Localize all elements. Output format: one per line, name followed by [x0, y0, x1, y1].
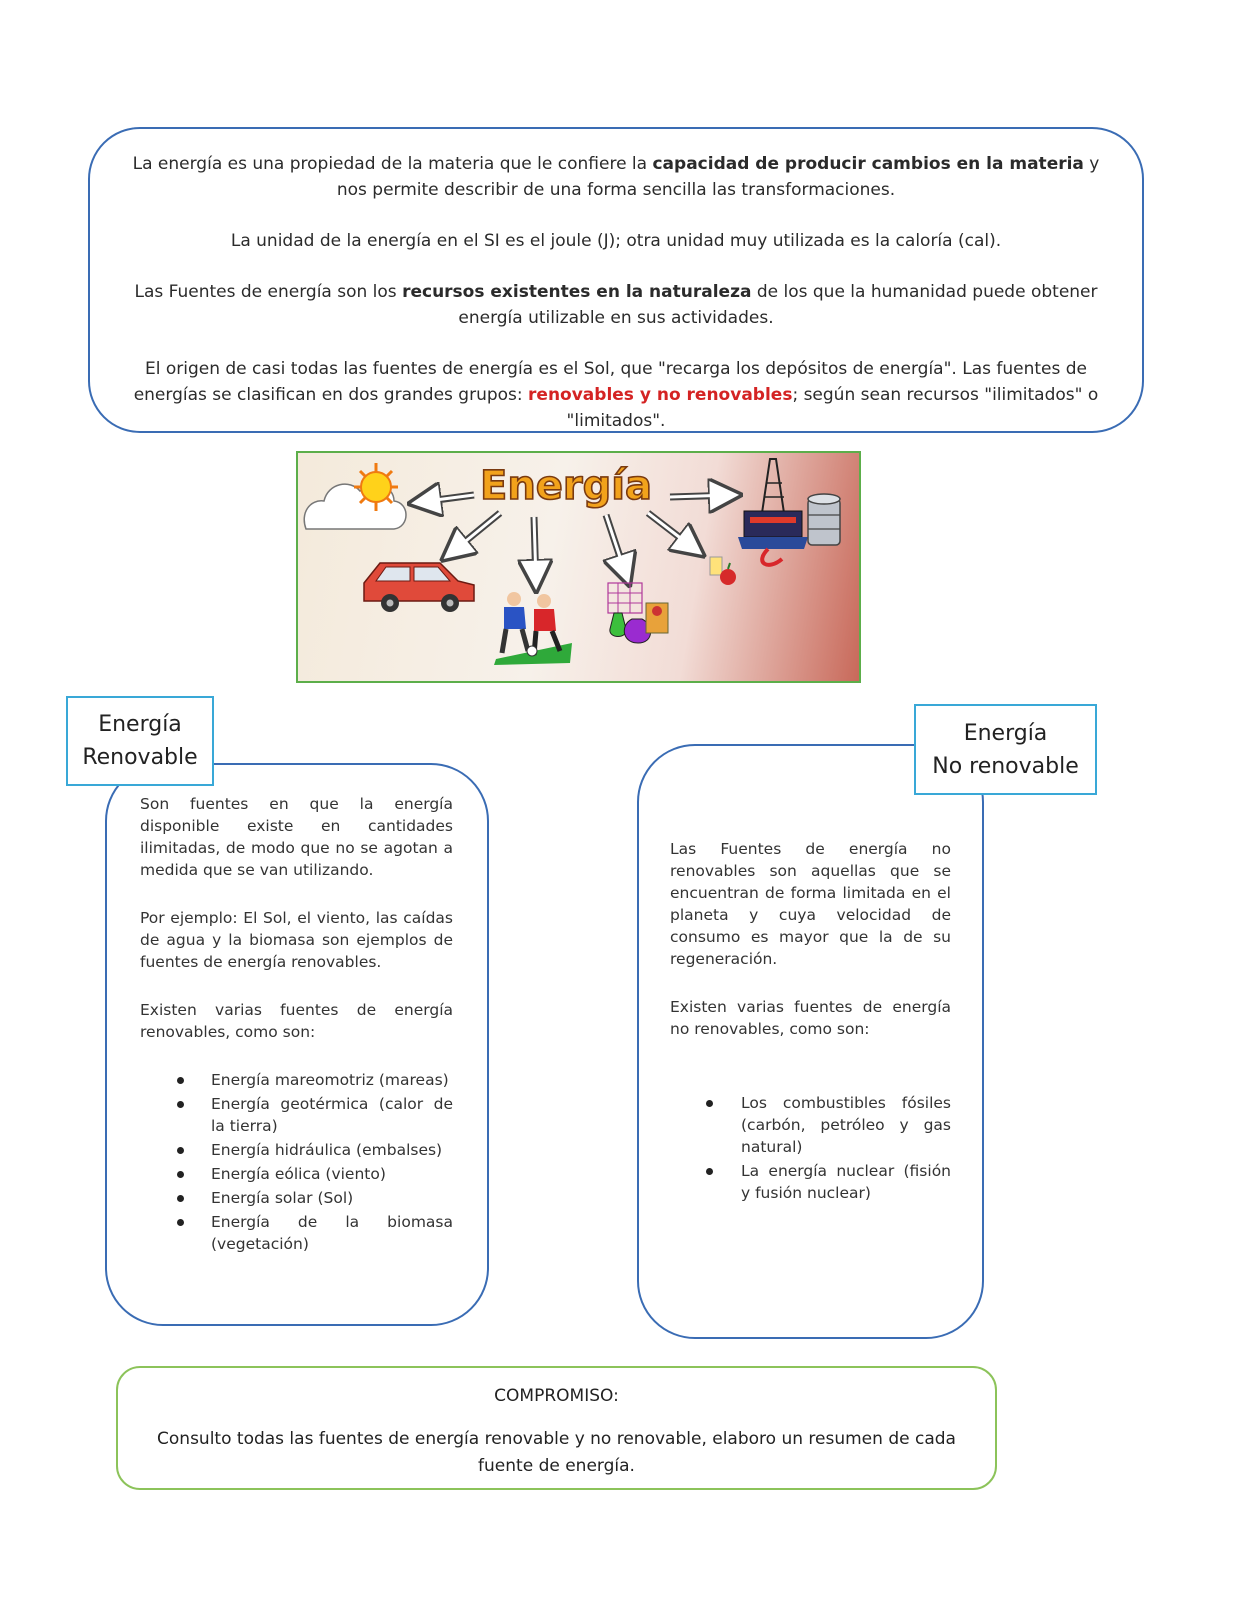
- oil-barrel-icon: [808, 494, 840, 545]
- label-energia-renovable: [66, 696, 214, 786]
- oil-rig-icon: [738, 459, 808, 565]
- renewable-definition: Son fuentes en que la energía disponible existe en cantidades ilimitadas, de modo que no se agotan a medida que se van utilizando.: [140, 795, 453, 879]
- energy-illustration: [296, 451, 861, 683]
- list-item: Energía geotérmica (calor de la tierra): [140, 1093, 453, 1137]
- commitment-box: [116, 1366, 997, 1490]
- list-item: Energía de la biomasa (vegetación): [140, 1211, 453, 1255]
- intro-paragraph-unit: La unidad de la energía en el SI es el joule (J); otra unidad muy utilizada es la caloría (cal).: [230, 231, 1002, 251]
- intro-bold-resources: recursos existentes en la naturaleza: [402, 282, 752, 302]
- renewable-intro-list: Existen varias fuentes de energía renovables, como son:: [140, 1001, 453, 1041]
- intro-bold-capacity: capacidad de producir cambios en la materia: [652, 154, 1084, 174]
- non-renewable-card: [637, 744, 984, 1339]
- list-item: Los combustibles fósiles (carbón, petróleo y gas natural): [670, 1092, 951, 1158]
- commitment-text: Consulto todas las fuentes de energía renovable y no renovable, elaboro un resumen de cada fuente de energía.: [157, 1429, 956, 1476]
- list-item: La energía nuclear (fisión y fusión nuclear): [670, 1160, 951, 1204]
- label-renovable-line1: Energía: [98, 712, 182, 737]
- intro-box: [88, 127, 1144, 433]
- label-energia-no-renovable: [914, 704, 1097, 795]
- energia-title-icon: [480, 463, 652, 509]
- renewable-card: [105, 763, 489, 1326]
- energy-illustration-svg: [298, 453, 859, 681]
- renewable-examples: Por ejemplo: El Sol, el viento, las caídas de agua y la biomasa son ejemplos de fuentes de energía renovables.: [140, 909, 453, 971]
- apple-icon: [710, 557, 736, 585]
- renewable-list: [140, 1069, 453, 1255]
- non-renewable-list: [670, 1092, 951, 1204]
- intro-paragraph-sources: Las Fuentes de energía son los recursos existentes en la naturaleza de los que la humanidad puede obtener energía utilizable en sus actividades.: [134, 282, 1098, 328]
- list-item: Energía mareomotriz (mareas): [140, 1069, 453, 1091]
- list-item: Energía solar (Sol): [140, 1187, 453, 1209]
- intro-paragraph-origin: El origen de casi todas las fuentes de energía es el Sol, que "recarga los depósitos de energía". Las fuentes de energías se clasifican en dos grandes grupos: renovables y no renovables; según sean recursos "ilimitados" o "limitados".: [133, 359, 1099, 431]
- intro-paragraph-definition: La energía es una propiedad de la materia que le confiere la capacidad de producir cambios en la materia y nos permite describir de una forma sencilla las transformaciones.: [132, 154, 1100, 200]
- list-item: Energía hidráulica (embalses): [140, 1139, 453, 1161]
- car-icon: [364, 563, 474, 612]
- lab-flasks-icon: [608, 583, 668, 643]
- list-item: Energía eólica (viento): [140, 1163, 453, 1185]
- energia-title-text: Energía: [480, 463, 652, 509]
- intro-highlight-groups: renovables y no renovables: [528, 385, 793, 405]
- commitment-title: COMPROMISO:: [494, 1386, 619, 1406]
- label-renovable-line2: Renovable: [82, 745, 198, 770]
- label-no-renovable-line1: Energía: [963, 720, 1048, 746]
- non-renewable-intro-list: Existen varias fuentes de energía no renovables, como son:: [670, 998, 951, 1038]
- soccer-players-icon: [494, 592, 572, 665]
- non-renewable-definition: Las Fuentes de energía no renovables son aquellas que se encuentran de forma limitada en el planeta y cuya velocidad de consumo es mayor que la de su regeneración.: [670, 840, 951, 968]
- label-no-renovable-line2: No renovable: [932, 753, 1079, 779]
